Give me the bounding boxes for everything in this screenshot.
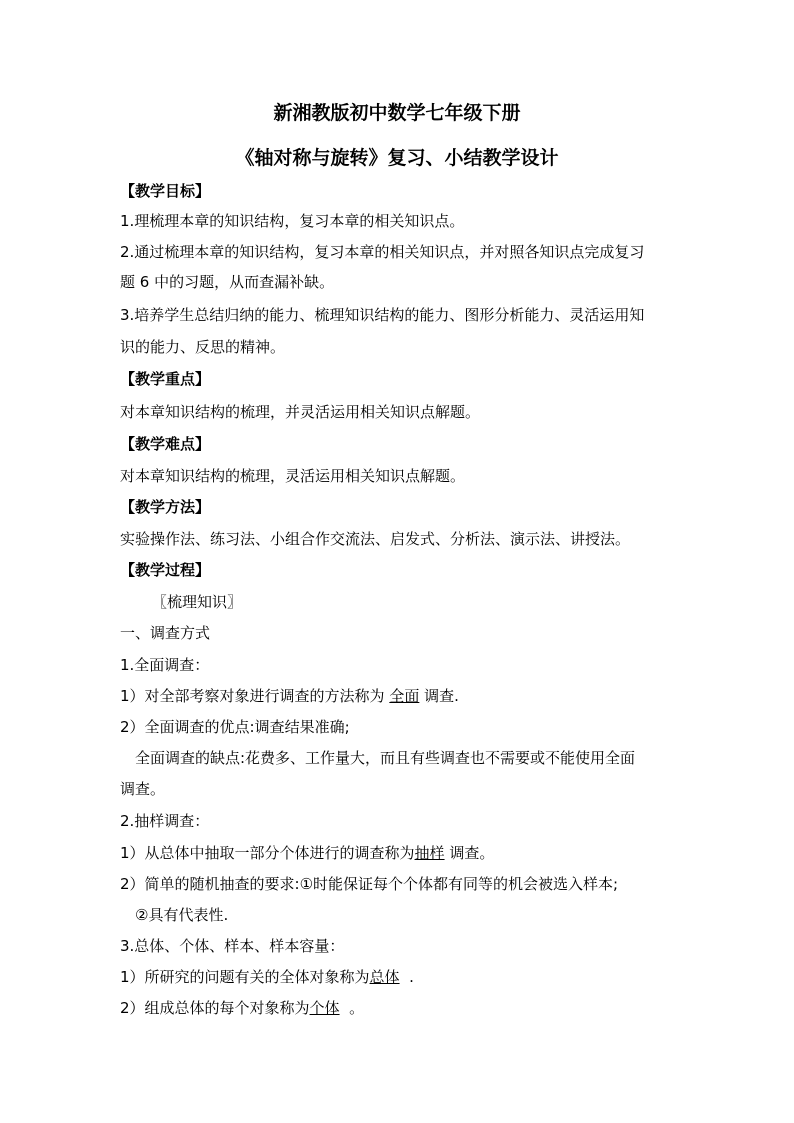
full-survey-disadvantage-line-1: 全面调查的缺点:花费多、工作量大，而且有些调查也不需要或不能使用全面: [135, 749, 636, 767]
text: 2）组成总体的每个对象称为: [120, 999, 310, 1017]
sampling-survey-definition: [120, 843, 494, 863]
document-title: 新湘教版初中数学七年级下册: [273, 102, 521, 124]
goal-3-line-2: 识的能力、反思的精神。: [120, 338, 286, 356]
heading-process: 【教学过程】: [120, 561, 211, 579]
heading-difficulties: 【教学难点】: [120, 435, 211, 453]
population-definition: [120, 967, 414, 987]
text: .: [409, 968, 414, 986]
text: 1）从总体中抽取一部分个体进行的调查称为: [120, 844, 415, 862]
item-full-survey: 1.全面调查：: [120, 656, 210, 674]
key-points-text: 对本章知识结构的梳理，并灵活运用相关知识点解题。: [120, 403, 481, 421]
text: 调查。: [449, 844, 495, 862]
filled-blank-answer: 全面: [389, 687, 420, 705]
full-survey-disadvantage-line-2: 调查。: [120, 780, 166, 798]
individual-definition: [120, 998, 364, 1018]
goal-3-line-1: 3.培养学生总结归纳的能力、梳理知识结构的能力、图形分析能力、灵活运用知: [120, 306, 645, 324]
heading-teaching-goals: 【教学目标】: [120, 182, 211, 200]
text: 。: [349, 999, 365, 1017]
random-sampling-requirement-line-2: ②具有代表性.: [135, 906, 229, 924]
heading-methods: 【教学方法】: [120, 498, 211, 516]
full-survey-definition: [120, 686, 459, 706]
difficulties-text: 对本章知识结构的梳理，灵活运用相关知识点解题。: [120, 467, 466, 485]
filled-blank-answer: 抽样: [414, 844, 445, 862]
filled-blank-answer: 总体: [369, 968, 400, 986]
subheading-knowledge: 〖梳理知识〗: [152, 593, 243, 611]
random-sampling-requirement-line-1: 2）简单的随机抽查的要求:①时能保证每个个体都有同等的机会被选入样本;: [120, 875, 619, 893]
full-survey-advantage: 2）全面调查的优点:调查结果准确;: [120, 718, 350, 736]
methods-text: 实验操作法、练习法、小组合作交流法、启发式、分析法、演示法、讲授法。: [120, 530, 631, 548]
goal-1: 1.理梳理本章的知识结构，复习本章的相关知识点。: [120, 212, 465, 230]
text: 1）所研究的问题有关的全体对象称为: [120, 968, 370, 986]
goal-2-line-2: 题 6 中的习题，从而查漏补缺。: [120, 273, 335, 291]
item-population-sample: 3.总体、个体、样本、样本容量：: [120, 937, 345, 955]
filled-blank-answer: 个体: [309, 999, 340, 1017]
goal-2-line-1: 2.通过梳理本章的知识结构，复习本章的相关知识点，并对照各知识点完成复习: [120, 243, 645, 261]
text: 1）对全部考察对象进行调查的方法称为: [120, 687, 385, 705]
text: 调查.: [424, 687, 459, 705]
heading-key-points: 【教学重点】: [120, 370, 211, 388]
section-survey-methods: 一、调查方式: [120, 624, 211, 642]
item-sampling-survey: 2.抽样调查：: [120, 812, 210, 830]
document-subtitle: 《轴对称与旋转》复习、小结教学设计: [235, 147, 559, 169]
